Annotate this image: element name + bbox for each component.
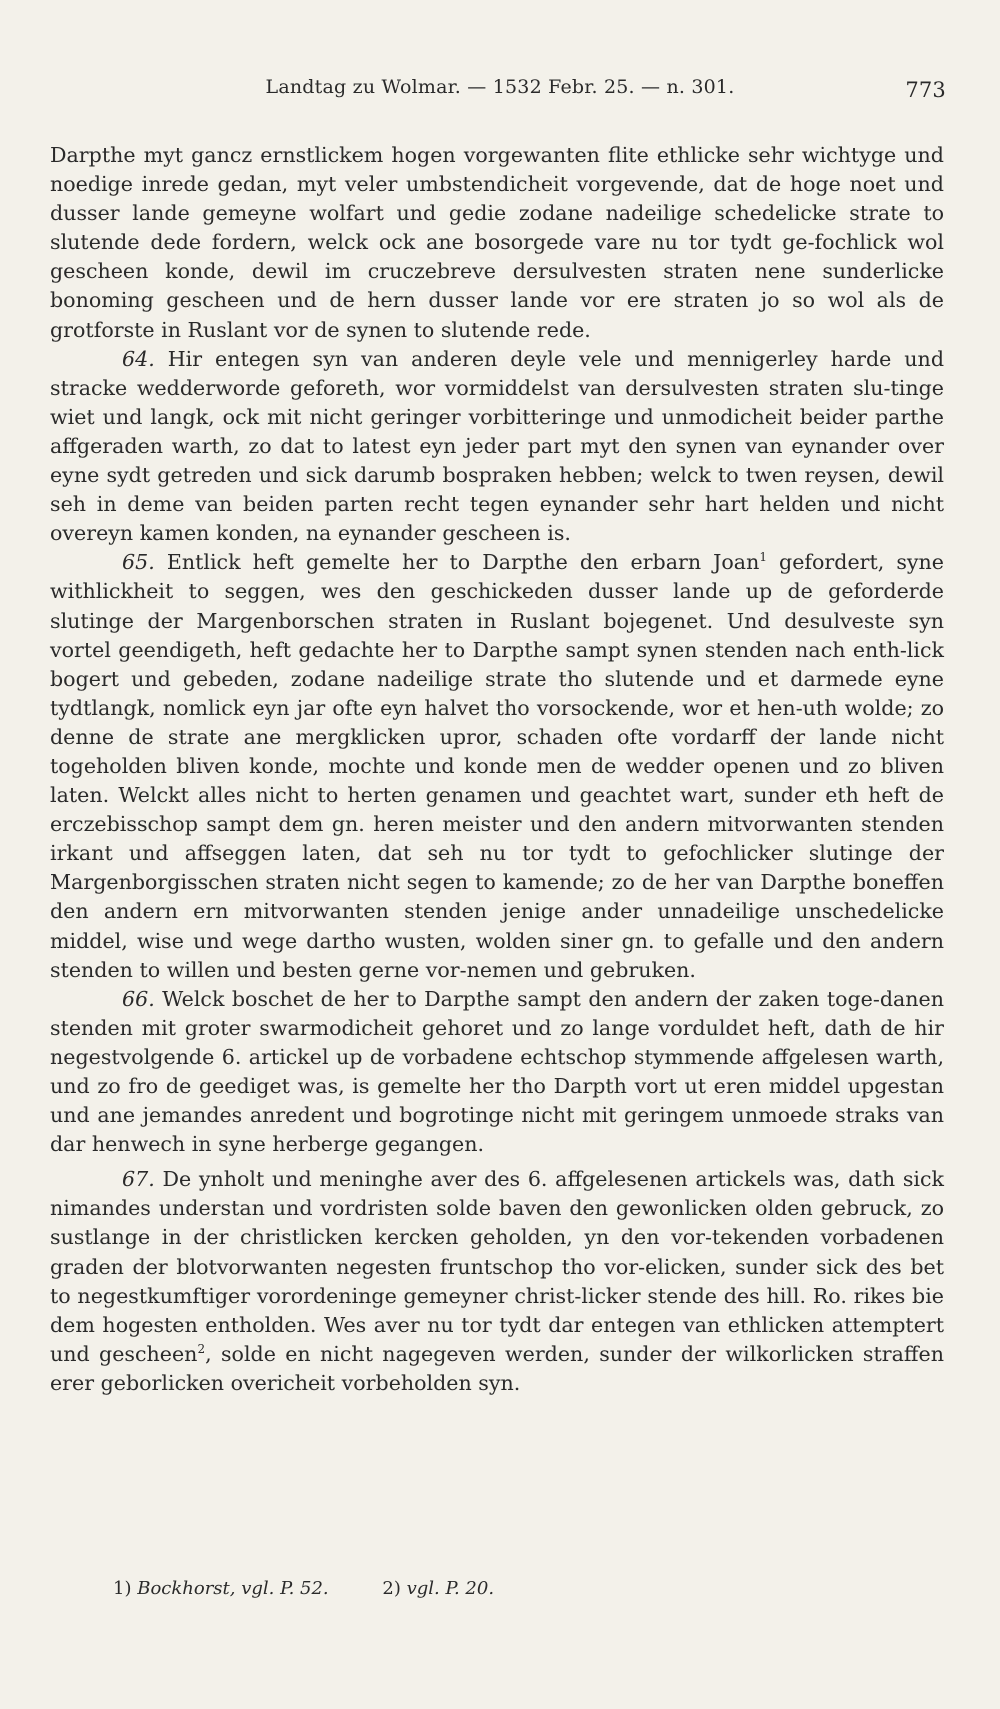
footnote-2 — [382, 1578, 494, 1599]
paragraph-65 — [50, 548, 944, 984]
footnote-reference: 1 — [759, 550, 767, 565]
running-title: Landtag zu Wolmar. — 1532 Febr. 25. — n. 301. — [265, 76, 735, 98]
paragraph-text: Darpthe myt gancz ernstlickem hogen vorgewanten flite ethlicke sehr wichtyge und noedige inrede gedan, myt veler umbstendicheit vorgevende, dat de hoge noet und dusser lande gemeyne wolfart und gedie zodane nadeilige schedelicke strate to slutende dede fordern, welck ock ane bosorgede vare nu tor tydt ge-fochlick wol gescheen konde, dewil im cruczebreve dersulvesten straten nene sunderlicke bonoming gescheen und de hern dusser lande vor ere straten jo so wol als de grotforste in Ruslant vor de synen to slutende rede. — [50, 143, 944, 342]
footnote-text: Bockhorst, vgl. P. 52. — [137, 1578, 329, 1599]
paragraph-number: 67. — [122, 1167, 155, 1192]
footnote-1 — [113, 1578, 329, 1599]
footnote-mark: 1) — [113, 1578, 132, 1599]
paragraph-number: 65. — [122, 550, 155, 575]
paragraph-text: De ynholt und meninghe aver des 6. affgelesenen artickels was, dath sick nimandes understan und vordristen solde baven den gewonlicken olden gebruck, zo sustlange in der christlicken kercken geholden, yn den vor-tekenden vorbadenen graden der blotvorwanten negesten fruntschop tho vor-elicken, sunder sick des bet to negestkumftiger vorordeninge gemeyner christ-licker stende des hill. Ro. rikes bie dem hogesten entholden. Wes aver nu tor tydt dar entegen van ethlicken attemptert und gescheen — [50, 1167, 944, 1366]
paragraph-number: 64. — [122, 346, 155, 371]
footnote-text: vgl. P. 20. — [406, 1578, 495, 1599]
page-number: 773 — [905, 78, 946, 102]
paragraph-66 — [50, 985, 944, 1160]
paragraph-text: Welck boschet de her to Darpthe sampt den andern der zaken toge-danen stenden mit groter swarmodicheit gehoret und zo lange vorduldet heft, dath de hir negestvolgende 6. artickel up de vorbadene echtschop stymmende affgelesen warth, und zo fro de geediget was, is gemelte her tho Darpth vort ut eren middel upgestan und ane jemandes anredent und bogrotinge nicht mit geringem unmoede straks van dar henwech in syne herberge gegangen. — [50, 986, 945, 1157]
body-text — [50, 141, 944, 1398]
paragraph-continuation — [50, 141, 944, 345]
paragraph-text: , solde en nicht nagegeven werden, sunder der wilkorlicken straffen erer geborlicken overicheit vorbeholden syn. — [50, 1341, 944, 1395]
page-header — [50, 70, 950, 110]
paragraph-text: Hir entegen syn van anderen deyle vele und mennigerley harde und stracke wedderworde geforeth, wor vormiddelst van dersulvesten straten slu-tinge wiet und langk, ock mit nicht geringer vorbitteringe und unmodicheit beider parthe affgeraden warth, zo dat to latest eyn jeder part myt den synen van eynander over eyne sydt getreden und sick darumb bospraken hebben; welck to twen reysen, dewil seh in deme van beiden parten recht tegen eynander sehr hart helden und nicht overeyn kamen konden, na eynander gescheen is. — [50, 346, 944, 546]
footnote-reference: 2 — [197, 1341, 206, 1356]
footnote-mark: 2) — [382, 1578, 401, 1599]
paragraph-64 — [50, 345, 944, 549]
paragraph-text: gefordert, syne withlickheit to seggen, wes den geschickeden dusser lande up de geforderde slutinge der Margenborschen straten in Ruslant bojegenet. Und desulveste syn vortel geendigeth, heft gedachte her to Darpthe sampt synen stenden nach enth-lick bogert und gebeden, zodane nadeilige strate tho slutende und et darmede eyne tydtlangk, nomlick eyn jar ofte eyn halvet tho vorsockende, wor et hen-uth wolde; zo denne de strate ane mergklicken upror, schaden ofte vordarff der lande nicht togeholden bliven konde, mochte und konde men de wedder openen und zo bliven laten. Welckt alles nicht to herten genamen und geachtet wart, sunder eth heft de erczebisschop sampt dem gn. heren meister und den andern mitvorwanten stenden irkant und affseggen laten, dat seh nu tor tydt to gefochlicker slutinge der Margenborgisschen straten nicht segen to kamende; zo de her van Darpthe boneffen den andern ern mitvorwanten stenden jenige ander unnadeilige unschedelicke middel, wise und wege dartho wusten, wolden siner gn. to gefalle und den andern stenden to willen und besten gerne vor-nemen und gebruken. — [50, 550, 944, 982]
paragraph-text: Entlick heft gemelte her to Darpthe den erbarn Joan — [166, 550, 760, 575]
paragraph-number: 66. — [122, 986, 155, 1011]
paragraph-67 — [50, 1165, 944, 1398]
footnotes — [113, 1578, 813, 1599]
